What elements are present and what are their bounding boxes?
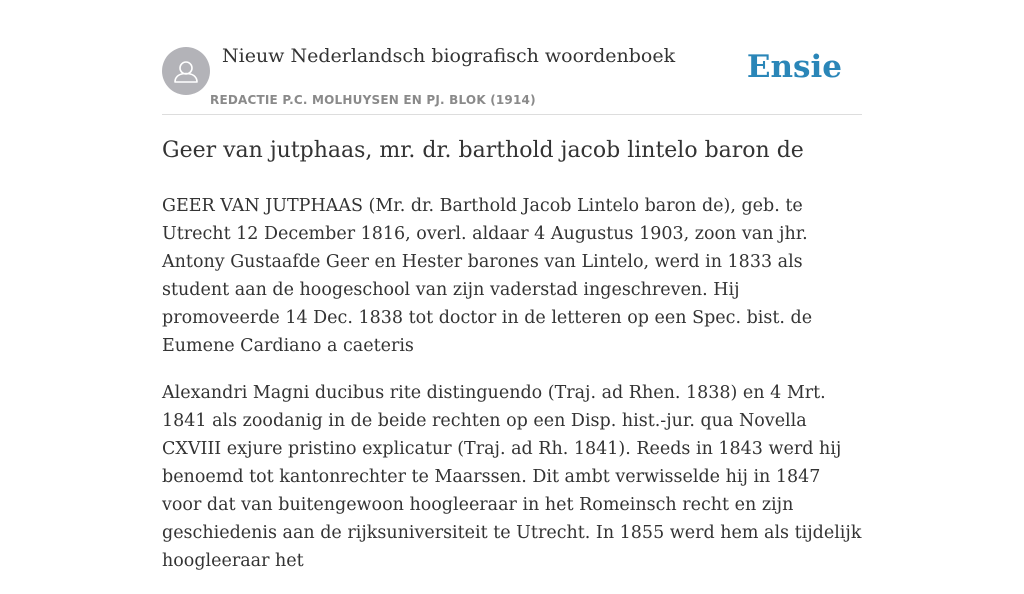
article-paragraph: Alexandri Magni ducibus rite distinguendo (Traj. ad Rhen. 1838) en 4 Mrt. 1841 als zoodanig in de beide rechten op een Disp. hist.-jur. qua Novella CXVIII exjure pristino explicatur (Traj. ad Rh. 1841). Reeds in 1843 werd hij benoemd tot kantonrechter te Maarssen. Dit ambt verwisselde hij in 1847 voor dat van buitengewoon hoogleeraar in het Romeinsch recht en zijn geschiedenis aan de rijksuniversiteit te Utrecht. In 1855 werd hem als tijdelijk hoogleeraar het: [162, 383, 862, 571]
source-editor: REDACTIE P.C. MOLHUYSEN EN PJ. BLOK (1914): [210, 93, 536, 107]
article-body: [162, 192, 862, 594]
article-title: Geer van jutphaas, mr. dr. barthold jacob lintelo baron de: [162, 138, 804, 163]
user-icon: [162, 47, 210, 95]
source-title[interactable]: Nieuw Nederlandsch biografisch woordenboek: [222, 45, 676, 67]
source-header: [162, 40, 862, 115]
brand-logo[interactable]: Ensie: [746, 49, 842, 85]
article-paragraph: GEER VAN JUTPHAAS (Mr. dr. Barthold Jacob Lintelo baron de), geb. te Utrecht 12 December 1816, overl. aldaar 4 Augustus 1903, zoon van jhr. Antony Gustaafde Geer en Hester barones van Lintelo, werd in 1833 als student aan de hoogeschool van zijn vaderstad ingeschreven. Hij promoveerde 14 Dec. 1838 tot doctor in de letteren op een Spec. bist. de Eumene Cardiano a caeteris: [162, 196, 813, 356]
